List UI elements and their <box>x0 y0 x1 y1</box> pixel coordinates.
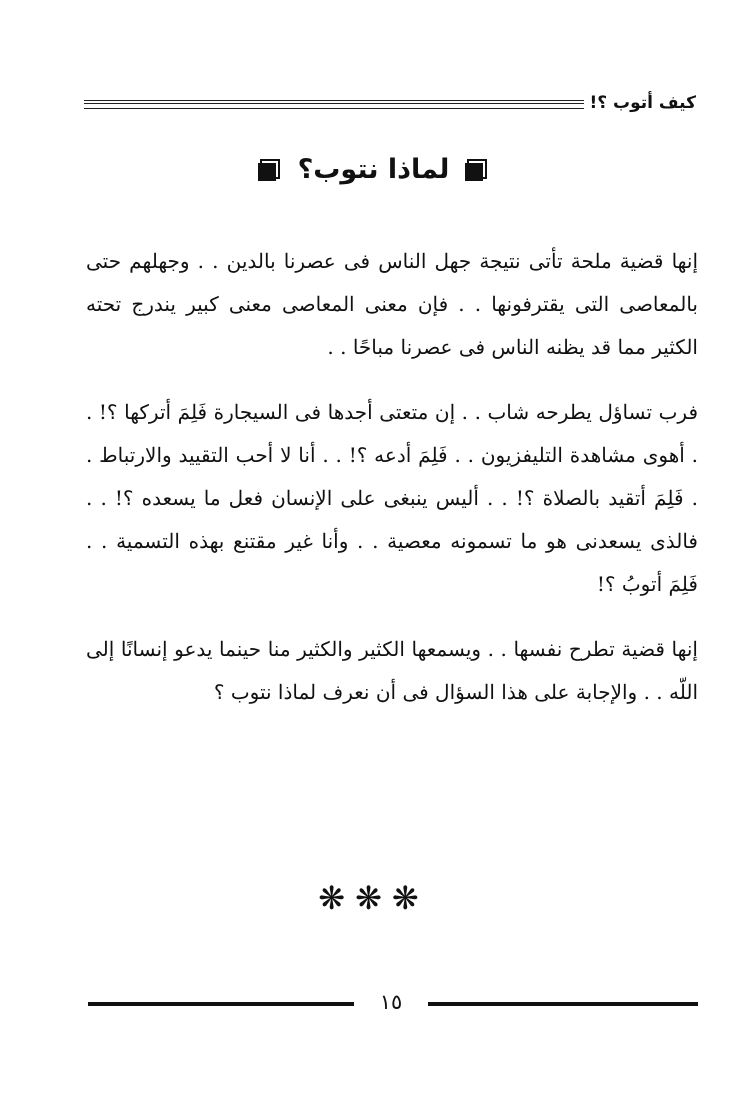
page-number: ١٥ <box>379 990 403 1014</box>
chapter-title: لماذا نتوب؟ <box>297 154 450 185</box>
chapter-heading <box>0 150 747 190</box>
paragraph: فرب تساؤل يطرحه شاب . . إن متعتى أجدها فى السيجارة فَلِمَ أتركها ؟! . . أهوى مشاهدة التليفزيون . . فَلِمَ أدعه ؟! . . أنا لا أحب التقييد والارتباط . . فَلِمَ أتقيد بالصلاة ؟! . . أليس ينبغى على الإنسان فعل ما يسعده ؟! . . فالذى يسعدنى هو ما تسمونه معصية . . وأنا غير مقتنع بهذه التسمية . . فَلِمَ أتوبُ ؟! <box>86 400 698 596</box>
square-ornament-icon <box>465 159 489 181</box>
running-header <box>84 90 696 118</box>
body-text <box>86 240 698 736</box>
header-double-rule <box>84 100 584 109</box>
asterism-ornament-icon: ❋❋❋ <box>318 879 429 917</box>
paragraph: إنها قضية تطرح نفسها . . ويسمعها الكثير والكثير منا حينما يدعو إنسانًا إلى اللّه . . والإجابة على هذا السؤال فى أن نعرف لماذا نتوب ؟ <box>86 637 698 704</box>
paragraph: إنها قضية ملحة تأتى نتيجة جهل الناس فى عصرنا بالدين . . وجهلهم حتى بالمعاصى التى يقترفونها . . فإن معنى المعاصى معنى كبير يندرج تحته الكثير مما قد يظنه الناس فى عصرنا مباحًا . . <box>86 249 698 359</box>
footer-rule-left <box>88 1002 354 1006</box>
square-ornament-icon <box>258 159 282 181</box>
running-title: كيف أتوب ؟! <box>589 93 696 113</box>
footer-rule-right <box>428 1002 698 1006</box>
